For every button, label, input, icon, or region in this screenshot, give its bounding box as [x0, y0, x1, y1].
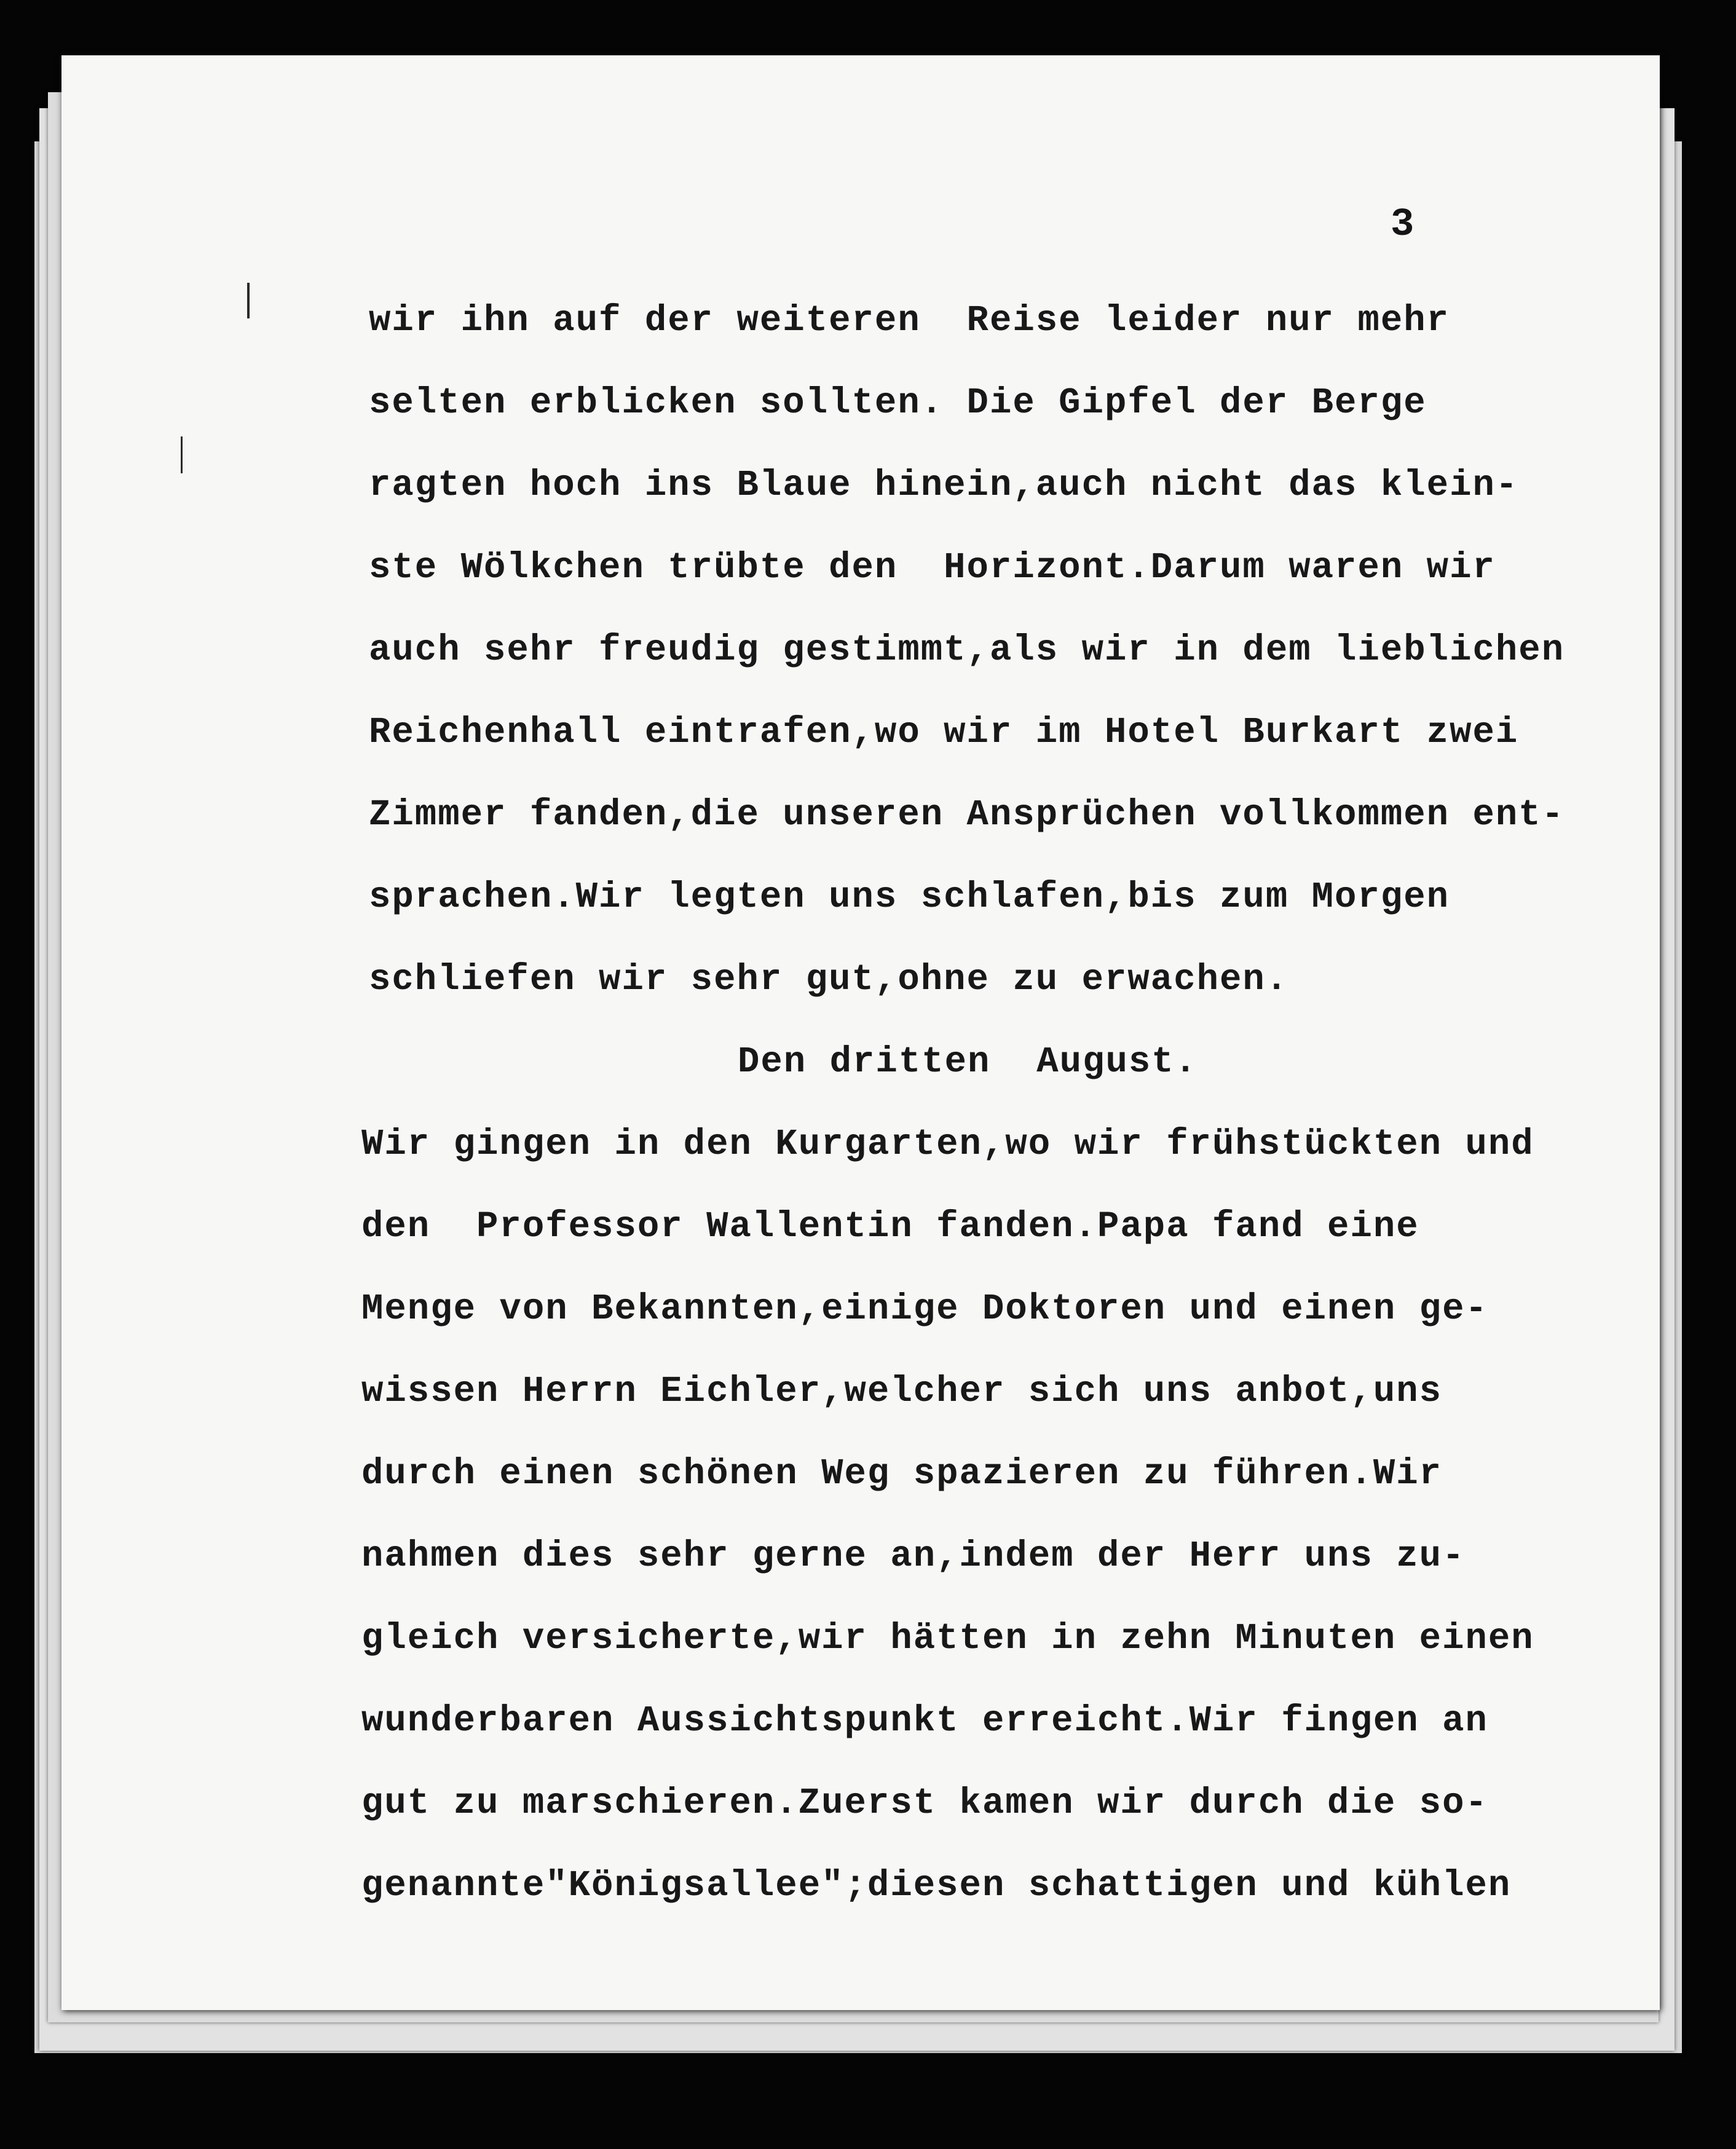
text-line: durch einen schönen Weg spazieren zu führen.Wir	[361, 1453, 1443, 1494]
text-line: selten erblicken sollten. Die Gipfel der Berge	[369, 382, 1427, 424]
text-line: genannte"Königsallee";diesen schattigen und kühlen	[361, 1865, 1512, 1906]
text-line: Zimmer fanden,die unseren Ansprüchen vollkommen ent-	[369, 794, 1565, 835]
text-line: schliefen wir sehr gut,ohne zu erwachen.	[369, 959, 1289, 1000]
text-line: sprachen.Wir legten uns schlafen,bis zum Morgen	[369, 877, 1450, 918]
margin-mark	[247, 283, 250, 318]
text-line: auch sehr freudig gestimmt,als wir in dem lieblichen	[369, 629, 1565, 671]
text-line: wissen Herrn Eichler,welcher sich uns anbot,uns	[361, 1371, 1443, 1412]
text-line: ragten hoch ins Blaue hinein,auch nicht das klein-	[369, 465, 1519, 506]
text-line: Menge von Bekannten,einige Doktoren und einen ge-	[361, 1288, 1488, 1330]
text-line: Wir gingen in den Kurgarten,wo wir frühstückten und	[361, 1124, 1534, 1165]
page-number: 3	[1391, 203, 1414, 247]
text-line: wunderbaren Aussichtspunkt erreicht.Wir fingen an	[361, 1700, 1488, 1741]
text-line: nahmen dies sehr gerne an,indem der Herr uns zu-	[361, 1536, 1466, 1577]
text-line: ste Wölkchen trübte den Horizont.Darum waren wir	[369, 547, 1496, 588]
document-body	[361, 280, 1660, 1927]
text-line: Reichenhall eintrafen,wo wir im Hotel Burkart zwei	[369, 712, 1519, 753]
margin-mark	[181, 436, 183, 473]
text-line: wir ihn auf der weiteren Reise leider nur mehr	[369, 300, 1450, 341]
text-line: gleich versicherte,wir hätten in zehn Minuten einen	[361, 1618, 1534, 1659]
section-heading: Den dritten August.	[738, 1041, 1198, 1082]
text-line: den Professor Wallentin fanden.Papa fand eine	[361, 1206, 1419, 1247]
text-line: gut zu marschieren.Zuerst kamen wir durch die so-	[361, 1783, 1488, 1824]
